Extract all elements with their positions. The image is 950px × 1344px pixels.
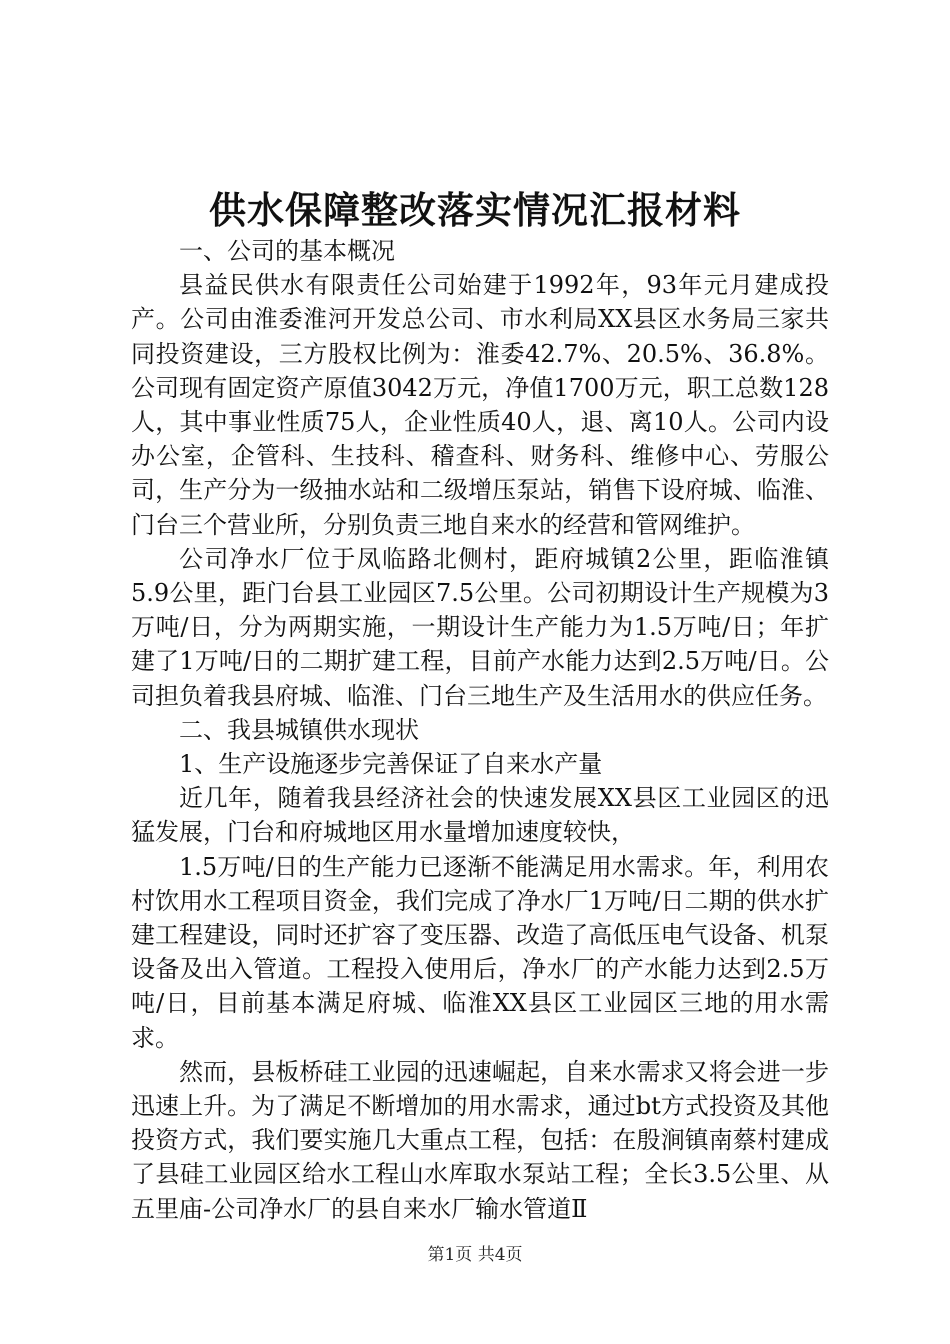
paragraph-company-overview: 县益民供水有限责任公司始建于1992年，93年元月建成投产。公司由淮委淮河开发总公司、市水利局XX县区水务局三家共同投资建设，三方股权比例为：淮委42.7%、20.5%、36.8%。公司现有固定资产原值3042万元，净值1700万元，职工总数128人，其中事业性质75人，企业性质40人，退、离10人。公司内设办公室，企管科、生技科、稽查科、财务科、维修中心、劳服公司，生产分为一级抽水站和二级增压泵站，销售下设府城、临淮、门台三个营业所，分别负责三地自来水的经营和管网维护。 — [131, 271, 829, 539]
paragraph-water-plant: 公司净水厂位于凤临路北侧村，距府城镇2公里，距临淮镇5.9公里，距门台县工业园区7.5公里。公司初期设计生产规模为3万吨/日，分为两期实施，一期设计生产能力为1.5万吨/日；年扩建了1万吨/日的二期扩建工程，目前产水能力达到2.5万吨/日。公司担负着我县府城、临淮、门台三地生产及生活用水的供应任务。 — [131, 544, 829, 710]
section-heading-2: 二、我县城镇供水现状 — [179, 715, 419, 744]
paragraph-capacity-expansion: 1.5万吨/日的生产能力已逐渐不能满足用水需求。年，利用农村饮用水工程项目资金，我们完成了净水厂1万吨/日二期的供水扩建工程建设，同时还扩容了变压器、改造了高低压电气设备、机泵设备及出入管道。工程投入使用后，净水厂的产水能力达到2.5万吨/日，目前基本满足府城、临淮XX县区工业园区三地的用水需求。 — [131, 852, 829, 1052]
subsection-heading-1: 1、生产设施逐步完善保证了自来水产量 — [179, 750, 603, 779]
document-body — [131, 234, 829, 1226]
page-number-footer: 第1页 共4页 — [427, 1245, 523, 1265]
section-heading-1: 一、公司的基本概况 — [179, 237, 395, 265]
paragraph-key-projects: 然而，县板桥硅工业园的迅速崛起，自来水需求又将会进一步迅速上升。为了满足不断增加的用水需求，通过bt方式投资及其他投资方式，我们要实施几大重点工程，包括：在殷涧镇南蔡村建成了县硅工业园区给水工程山水库取水泵站工程；全长3.5公里、从五里庙-公司净水厂的县自来水厂输水管道Ⅱ — [131, 1057, 829, 1223]
paragraph-recent-years: 近几年，随着我县经济社会的快速发展XX县区工业园区的迅猛发展，门台和府城地区用水量增加速度较快， — [131, 784, 829, 847]
document-title: 供水保障整改落实情况汇报材料 — [209, 188, 741, 232]
